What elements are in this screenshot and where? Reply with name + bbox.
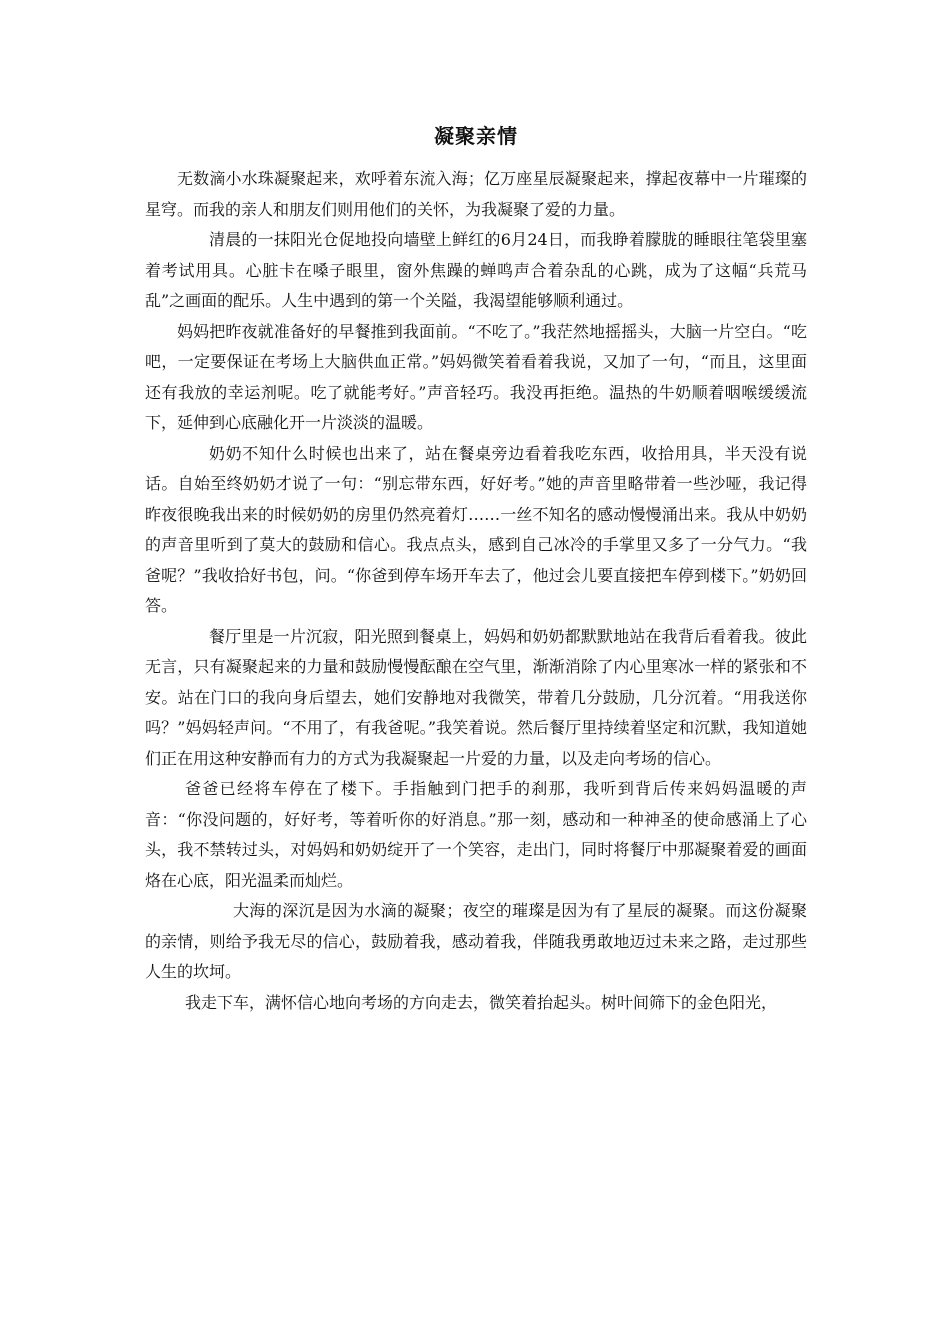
paragraph-7: 大海的深沉是因为水滴的凝聚；夜空的璀璨是因为有了星辰的凝聚。而这份凝聚的亲情，则给予我无尽的信心，鼓励着我，感动着我，伴随我勇敢地迈过未来之路，走过那些人生的坎坷。 — [145, 901, 807, 981]
paragraph-1: 无数滴小水珠凝聚起来，欢呼着东流入海；亿万座星辰凝聚起来，撑起夜幕中一片璀璨的星穹。而我的亲人和朋友们则用他们的关怀，为我凝聚了爱的力量。 — [145, 169, 807, 219]
paragraph-2: 清晨的一抹阳光仓促地投向墙壁上鲜红的6月24日，而我睁着朦胧的睡眼往笔袋里塞着考试用具。心脏卡在嗓子眼里，窗外焦躁的蝉鸣声合着杂乱的心跳，成为了这幅“兵荒马乱”之画面的配乐。人生中遇到的第一个关隘，我渴望能够顺利通过。 — [145, 230, 807, 310]
paragraph-4: 奶奶不知什么时候也出来了，站在餐桌旁边看着我吃东西，收拾用具，半天没有说话。自始至终奶奶才说了一句：“别忘带东西，好好考。”她的声音里略带着一些沙哑，我记得昨夜很晚我出来的时候奶奶的房里仍然亮着灯……一丝不知名的感动慢慢涌出来。我从中奶奶的声音里听到了莫大的鼓励和信心。我点点头，感到自己冰冷的手掌里又多了一分气力。“我爸呢？”我收拾好书包，问。“你爸到停车场开车去了，他过会儿要直接把车停到楼下。”奶奶回答。 — [145, 443, 807, 615]
paragraph-3: 妈妈把昨夜就准备好的早餐推到我面前。“不吃了。”我茫然地摇摇头，大脑一片空白。“吃吧，一定要保证在考场上大脑供血正常。”妈妈微笑着看着我说，又加了一句，“而且，这里面还有我放的幸运剂呢。吃了就能考好。”声音轻巧。我没再拒绝。温热的牛奶顺着咽喉缓缓流下，延伸到心底融化开一片淡淡的温暖。 — [145, 321, 807, 432]
document-page — [145, 118, 807, 1018]
paragraph-6: 爸爸已经将车停在了楼下。手指触到门把手的刹那，我听到背后传来妈妈温暖的声音：“你没问题的，好好考，等着听你的好消息。”那一刻，感动和一种神圣的使命感涌上了心头，我不禁转过头，对妈妈和奶奶绽开了一个笑容，走出门，同时将餐厅中那凝聚着爱的画面烙在心底，阳光温柔而灿烂。 — [145, 779, 807, 890]
paragraph-5: 餐厅里是一片沉寂，阳光照到餐桌上，妈妈和奶奶都默默地站在我背后看着我。彼此无言，只有凝聚起来的力量和鼓励慢慢酝酿在空气里，渐渐消除了内心里寒冰一样的紧张和不安。站在门口的我向身后望去，她们安静地对我微笑，带着几分鼓励，几分沉着。“用我送你吗？”妈妈轻声问。“不用了，有我爸呢。”我笑着说。然后餐厅里持续着坚定和沉默，我知道她们正在用这种安静而有力的方式为我凝聚起一片爱的力量，以及走向考场的信心。 — [145, 626, 807, 768]
document-title: 凝聚亲情 — [434, 124, 518, 148]
paragraph-8: 我走下车，满怀信心地向考场的方向走去，微笑着抬起头。树叶间筛下的金色阳光， — [185, 992, 778, 1012]
